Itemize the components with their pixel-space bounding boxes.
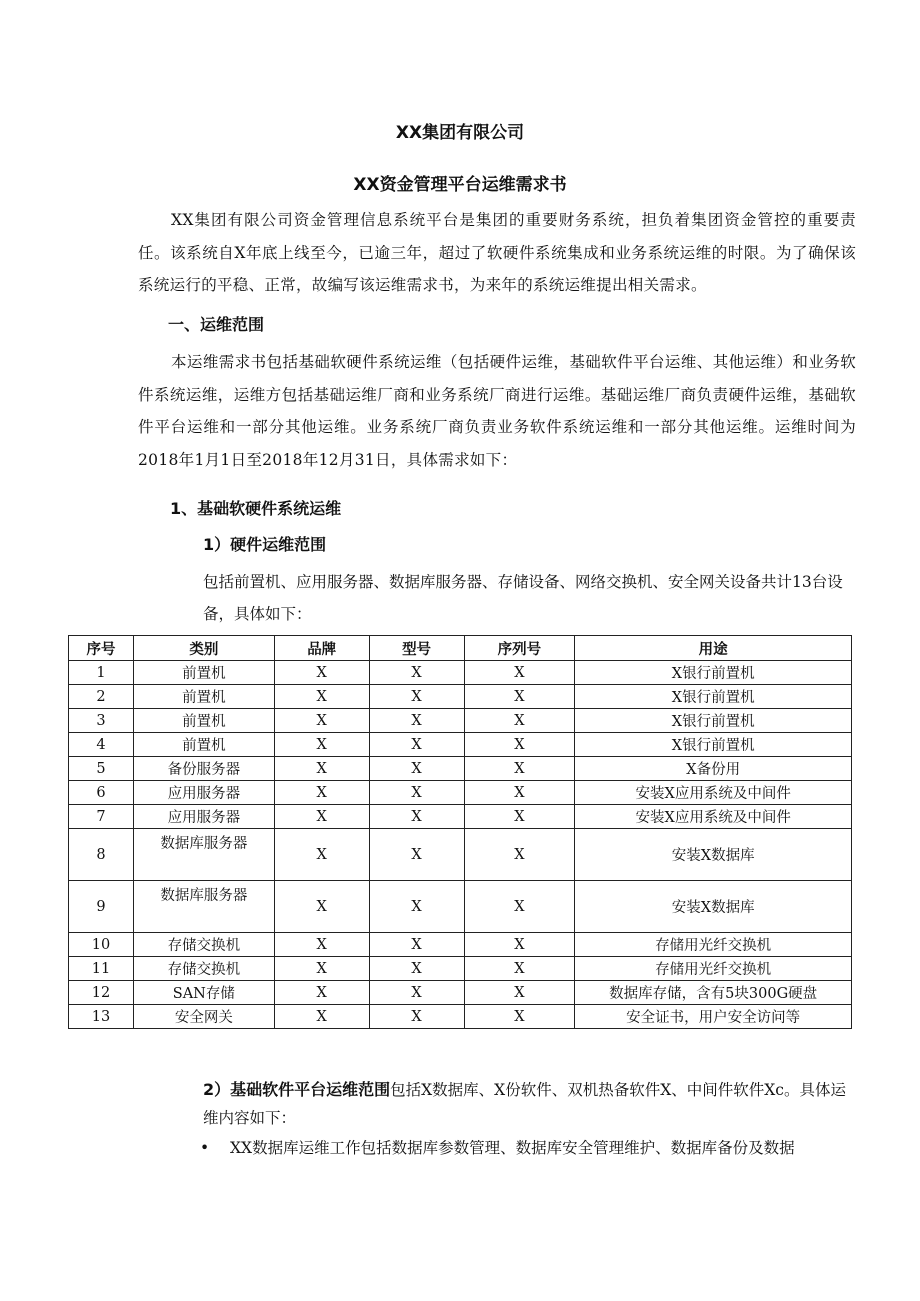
table-cell-no: 6: [69, 781, 134, 805]
table-cell-cat: 应用服务器: [133, 781, 274, 805]
table-cell-use: 安装X数据库: [575, 881, 852, 933]
table-cell-serial: X: [464, 829, 575, 881]
table-cell-model: X: [369, 829, 464, 881]
table-row: [69, 957, 852, 981]
table-cell-use: 安装X应用系统及中间件: [575, 781, 852, 805]
table-cell-model: X: [369, 781, 464, 805]
table-cell-model: X: [369, 957, 464, 981]
table-cell-brand: X: [274, 981, 369, 1005]
table-cell-cat: 备份服务器: [133, 757, 274, 781]
bullet-item: [200, 1136, 860, 1160]
table-cell-serial: X: [464, 957, 575, 981]
table-cell-cat: 应用服务器: [133, 805, 274, 829]
table-cell-serial: X: [464, 981, 575, 1005]
table-cell-brand: X: [274, 709, 369, 733]
table-cell-model: X: [369, 981, 464, 1005]
table-cell-use: 数据库存储，含有5块300G硬盘: [575, 981, 852, 1005]
table-row: [69, 1005, 852, 1029]
subsection-heading-basic: 1、基础软硬件系统运维: [170, 499, 342, 518]
table-cell-cat: 存储交换机: [133, 933, 274, 957]
table-cell-use: X备份用: [575, 757, 852, 781]
table-row: [69, 881, 852, 933]
table-cell-no: 5: [69, 757, 134, 781]
table-cell-serial: X: [464, 685, 575, 709]
table-row: [69, 733, 852, 757]
table-cell-serial: X: [464, 805, 575, 829]
bullet-text: XX数据库运维工作包括数据库参数管理、数据库安全管理维护、数据库备份及数据: [230, 1139, 795, 1157]
table-cell-serial: X: [464, 709, 575, 733]
table-cell-no: 13: [69, 1005, 134, 1029]
table-cell-use: 存储用光纤交换机: [575, 933, 852, 957]
company-title: XX集团有限公司: [395, 123, 525, 143]
header-brand: 品牌: [274, 636, 369, 661]
table-cell-model: X: [369, 881, 464, 933]
table-cell-model: X: [369, 733, 464, 757]
table-cell-brand: X: [274, 781, 369, 805]
hardware-paragraph: 包括前置机、应用服务器、数据库服务器、存储设备、网络交换机、安全网关设备共计13台设备，具体如下：: [203, 573, 843, 623]
table-cell-brand: X: [274, 1005, 369, 1029]
table-cell-use: 安全证书，用户安全访问等: [575, 1005, 852, 1029]
table-row: [69, 757, 852, 781]
table-cell-use: X银行前置机: [575, 733, 852, 757]
table-cell-model: X: [369, 805, 464, 829]
table-cell-cat: 存储交换机: [133, 957, 274, 981]
header-use: 用途: [575, 636, 852, 661]
table-cell-brand: X: [274, 757, 369, 781]
table-cell-brand: X: [274, 829, 369, 881]
section-heading-scope: 一、运维范围: [168, 315, 265, 334]
table-cell-no: 2: [69, 685, 134, 709]
table-cell-use: 存储用光纤交换机: [575, 957, 852, 981]
table-cell-cat: 数据库服务器: [133, 881, 274, 933]
table-cell-brand: X: [274, 685, 369, 709]
table-cell-no: 9: [69, 881, 134, 933]
table-cell-serial: X: [464, 1005, 575, 1029]
table-cell-brand: X: [274, 733, 369, 757]
header-category: 类别: [133, 636, 274, 661]
table-cell-no: 4: [69, 733, 134, 757]
subsection-heading-hardware: 1）硬件运维范围: [203, 535, 327, 554]
table-cell-no: 8: [69, 829, 134, 881]
table-cell-no: 1: [69, 661, 134, 685]
table-row: [69, 685, 852, 709]
subsection-heading-software: 2）基础软件平台运维范围: [203, 1080, 391, 1099]
table-cell-model: X: [369, 1005, 464, 1029]
table-cell-serial: X: [464, 661, 575, 685]
header-serial: 序列号: [464, 636, 575, 661]
table-row: [69, 805, 852, 829]
table-row: [69, 781, 852, 805]
table-cell-model: X: [369, 933, 464, 957]
table-cell-brand: X: [274, 805, 369, 829]
table-cell-use: X银行前置机: [575, 709, 852, 733]
table-cell-cat: 前置机: [133, 685, 274, 709]
table-cell-use: X银行前置机: [575, 661, 852, 685]
header-no: 序号: [69, 636, 134, 661]
intro-paragraph: XX集团有限公司资金管理信息系统平台是集团的重要财务系统，担负着集团资金管控的重要责任。该系统自X年底上线至今，已逾三年，超过了软硬件系统集成和业务系统运维的时限。为了确保该系统运行的平稳、正常，故编写该运维需求书，为来年的系统运维提出相关需求。: [138, 211, 856, 294]
table-cell-no: 3: [69, 709, 134, 733]
table-cell-use: 安装X应用系统及中间件: [575, 805, 852, 829]
table-row: [69, 933, 852, 957]
device-table: [68, 635, 852, 1029]
table-cell-brand: X: [274, 957, 369, 981]
table-cell-cat: 前置机: [133, 733, 274, 757]
table-row: [69, 981, 852, 1005]
table-cell-no: 12: [69, 981, 134, 1005]
table-header-row: [69, 636, 852, 661]
table-cell-brand: X: [274, 661, 369, 685]
table-cell-use: X银行前置机: [575, 685, 852, 709]
table-cell-model: X: [369, 685, 464, 709]
table-cell-serial: X: [464, 733, 575, 757]
table-cell-brand: X: [274, 933, 369, 957]
table-cell-no: 10: [69, 933, 134, 957]
table-cell-cat: 前置机: [133, 661, 274, 685]
table-cell-cat: 数据库服务器: [133, 829, 274, 881]
table-cell-cat: SAN存储: [133, 981, 274, 1005]
table-cell-cat: 安全网关: [133, 1005, 274, 1029]
header-model: 型号: [369, 636, 464, 661]
table-row: [69, 709, 852, 733]
table-cell-serial: X: [464, 757, 575, 781]
table-cell-no: 11: [69, 957, 134, 981]
software-text: 包括X数据库、X份软件、双机热备软件X、中间件软件Xc。具体运维内容如下：: [203, 1081, 846, 1127]
table-cell-cat: 前置机: [133, 709, 274, 733]
table-cell-serial: X: [464, 881, 575, 933]
document-title: XX资金管理平台运维需求书: [353, 175, 567, 195]
table-cell-brand: X: [274, 881, 369, 933]
bullet-dot: •: [200, 1139, 210, 1157]
software-paragraph: [203, 1076, 858, 1132]
table-row: [69, 661, 852, 685]
table-cell-model: X: [369, 757, 464, 781]
table-cell-model: X: [369, 661, 464, 685]
table-cell-no: 7: [69, 805, 134, 829]
table-cell-serial: X: [464, 781, 575, 805]
table-cell-model: X: [369, 709, 464, 733]
table-cell-serial: X: [464, 933, 575, 957]
table-cell-use: 安装X数据库: [575, 829, 852, 881]
table-row: [69, 829, 852, 881]
scope-paragraph: 本运维需求书包括基础软硬件系统运维（包括硬件运维，基础软件平台运维、其他运维）和业务软件系统运维，运维方包括基础运维厂商和业务系统厂商进行运维。基础运维厂商负责硬件运维，基础软件平台运维和一部分其他运维。业务系统厂商负责业务软件系统运维和一部分其他运维。运维时间为2018年1月1日至2018年12月31日，具体需求如下：: [138, 353, 856, 469]
